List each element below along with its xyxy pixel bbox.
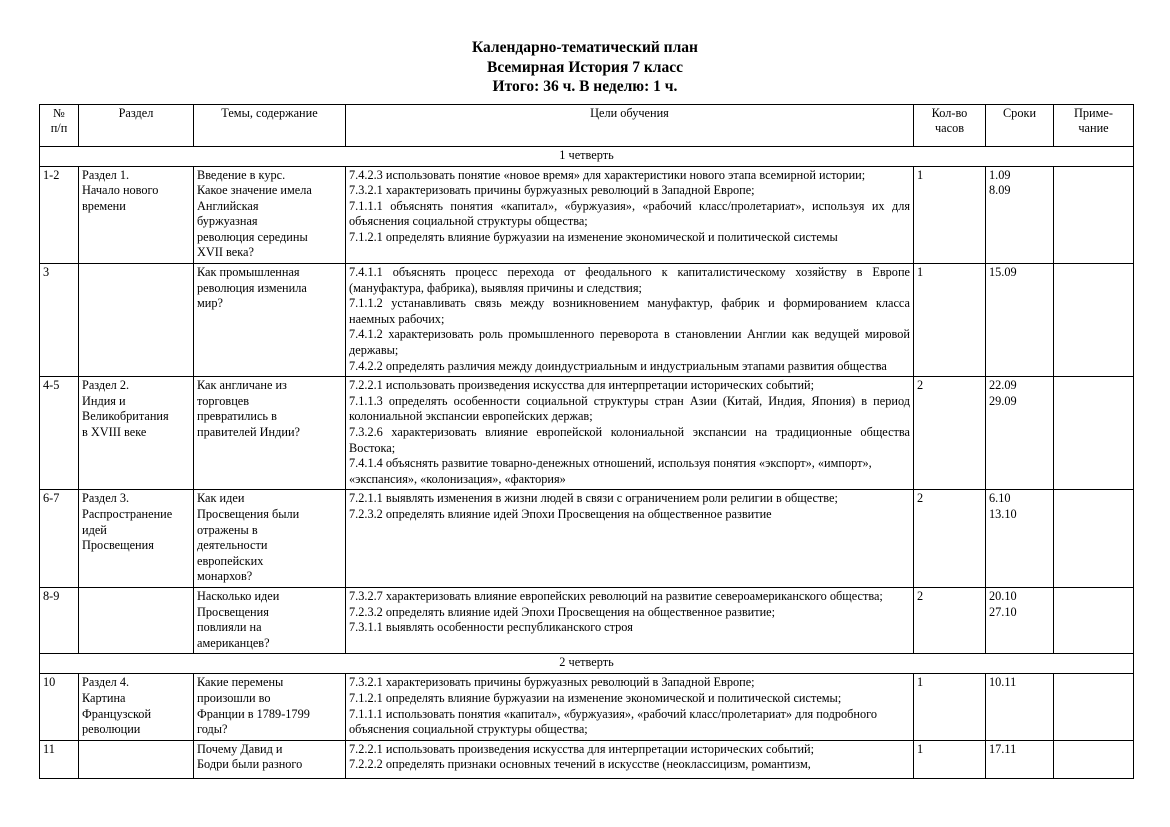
hours-cell: 1 — [914, 264, 986, 377]
row-number-cell: 4-5 — [40, 377, 79, 490]
note-cell — [1054, 587, 1134, 653]
dates-cell-line: 1.09 — [989, 167, 1011, 182]
topic-cell — [194, 490, 346, 588]
table-header-row — [40, 104, 1134, 146]
column-header-note-line1: Приме- — [1074, 105, 1113, 120]
section-cell-line: идей — [82, 522, 107, 537]
topic-cell-line: Как идеи — [197, 491, 245, 506]
topic-cell-line: европейских — [197, 553, 264, 568]
section-cell-line: времени — [82, 198, 126, 213]
column-header-hours — [914, 104, 986, 146]
table-row — [40, 740, 1134, 778]
note-cell — [1054, 490, 1134, 588]
row-number-cell: 10 — [40, 674, 79, 740]
topic-cell — [194, 264, 346, 377]
section-cell — [79, 674, 194, 740]
topic-cell-line: Почему Давид и — [197, 741, 283, 756]
section-cell — [79, 166, 194, 264]
learning-goal: 7.2.2.2 определять признаки основных течений в искусстве (неоклассицизм, романтизм, — [349, 757, 811, 772]
topic-cell-line: монархов? — [197, 569, 253, 584]
topic-cell-line: мир? — [197, 296, 223, 311]
table-row — [40, 674, 1134, 740]
learning-goals-cell — [346, 674, 914, 740]
topic-cell-line: Как промышленная — [197, 265, 300, 280]
topic-cell-line: Просвещения — [197, 604, 269, 619]
hours-cell: 1 — [914, 740, 986, 778]
column-header-section: Раздел — [79, 104, 194, 146]
learning-goal: 7.1.1.1 объяснять понятия «капитал», «буржуазия», «рабочий класс/пролетариат», используя их для объяснения социальной структуры общества; — [349, 198, 910, 229]
section-cell-line: Картина — [82, 690, 126, 705]
section-cell-line: Распространение — [82, 506, 173, 521]
note-cell — [1054, 674, 1134, 740]
topic-cell-line: отражены в — [197, 522, 258, 537]
section-cell-line: в XVIII веке — [82, 425, 147, 439]
topic-cell-line: XVII века? — [197, 245, 254, 260]
column-header-goals: Цели обучения — [346, 104, 914, 146]
section-cell-line: Раздел 3. — [82, 491, 130, 506]
section-cell — [79, 490, 194, 588]
column-header-note — [1054, 104, 1134, 146]
topic-cell-line: революция изменила — [197, 280, 307, 295]
topic-cell-line: революция середины — [197, 229, 308, 244]
page-title — [0, 0, 1170, 97]
topic-cell-line: превратились в — [197, 409, 277, 424]
topic-cell-line: произошли во — [197, 690, 271, 705]
dates-cell — [986, 587, 1054, 653]
row-number-cell: 1-2 — [40, 166, 79, 264]
topic-cell-line: Введение в курс. — [197, 167, 286, 182]
topic-cell — [194, 587, 346, 653]
learning-goal: 7.4.2.2 определять различия между доиндустриальным и индустриальным этапами развития общества — [349, 358, 887, 373]
note-cell — [1054, 740, 1134, 778]
section-cell-line: Французской — [82, 706, 152, 721]
section-cell-line: Просвещения — [82, 538, 154, 553]
hours-cell: 1 — [914, 166, 986, 264]
topic-cell-line: Какое значение имела — [197, 183, 312, 198]
table-row — [40, 166, 1134, 264]
learning-goal: 7.2.2.1 использовать произведения искусства для интерпретации исторических событий; — [349, 741, 815, 756]
topic-cell — [194, 740, 346, 778]
topic-cell-line: годы? — [197, 722, 228, 737]
learning-goal: 7.3.2.6 характеризовать влияние европейской колониальной экспансии на традиционные общества Востока; — [349, 425, 910, 455]
learning-goal: 7.4.1.4 объяснять развитие товарно-денежных отношений, используя понятия «экспорт», «импорт», «экспансия», «колонизация», «фактория» — [349, 456, 872, 486]
quarter-label: 1 четверть — [40, 146, 1134, 166]
learning-goal: 7.2.2.1 использовать произведения искусства для интерпретации исторических событий; — [349, 378, 815, 393]
learning-goals-cell — [346, 740, 914, 778]
dates-cell-line: 27.10 — [989, 604, 1017, 619]
topic-cell-line: торговцев — [197, 393, 250, 408]
section-cell — [79, 264, 194, 377]
section-cell-line: Раздел 1. — [82, 167, 130, 182]
column-header-number — [40, 104, 79, 146]
dates-cell-line: 15.09 — [989, 265, 1017, 280]
note-cell — [1054, 166, 1134, 264]
dates-cell-line: 22.09 — [989, 378, 1017, 393]
title-line-2: Всемирная История 7 класс — [486, 58, 683, 76]
note-cell — [1054, 264, 1134, 377]
dates-cell-line: 17.11 — [989, 741, 1017, 756]
note-cell — [1054, 377, 1134, 490]
table-body — [40, 146, 1134, 778]
column-header-dates: Сроки — [986, 104, 1054, 146]
learning-goal: 7.3.2.1 характеризовать причины буржуазных революций в Западной Европе; — [349, 675, 755, 690]
quarter-divider-row — [40, 654, 1134, 674]
dates-cell — [986, 674, 1054, 740]
dates-cell — [986, 264, 1054, 377]
learning-goals-cell — [346, 377, 914, 490]
hours-cell: 2 — [914, 490, 986, 588]
topic-cell-line: Как англичане из — [197, 378, 287, 393]
row-number-cell: 8-9 — [40, 587, 79, 653]
section-cell-line: Раздел 4. — [82, 675, 130, 690]
title-line-1: Календарно-тематический план — [472, 39, 698, 56]
topic-cell-line: деятельности — [197, 538, 268, 553]
quarter-divider-row — [40, 146, 1134, 166]
learning-goal: 7.1.1.1 использовать понятия «капитал», «буржуазия», «рабочий класс/пролетариат» для подробного объяснения социальной структуры общества; — [349, 706, 877, 737]
row-number-cell: 11 — [40, 740, 79, 778]
table-row — [40, 587, 1134, 653]
dates-cell-line: 6.10 — [989, 491, 1011, 506]
learning-goal: 7.1.2.1 определять влияние буржуазии на изменение экономической и политической системы — [349, 229, 838, 244]
section-cell — [79, 377, 194, 490]
learning-goals-cell — [346, 587, 914, 653]
dates-cell-line: 29.09 — [989, 393, 1017, 408]
section-cell — [79, 740, 194, 778]
learning-goal: 7.1.1.2 устанавливать связь между возникновением мануфактур, фабрик и формированием класса наемных рабочих; — [349, 296, 910, 326]
topic-cell — [194, 377, 346, 490]
topic-cell-line: американцев? — [197, 635, 270, 650]
learning-goal: 7.4.1.2 характеризовать роль промышленного переворота в становлении Англии как ведущей мировой державы; — [349, 327, 910, 358]
dates-cell — [986, 166, 1054, 264]
learning-goal: 7.1.1.3 определять особенности социальной структуры стран Азии (Китай, Индия, Япония) в период колониальной экспансии европейских держав; — [349, 393, 910, 424]
learning-goal: 7.4.1.1 объяснять процесс перехода от феодального к капиталистическому хозяйству в Европе (мануфактура, фабрика), выявляя причины и следствия; — [349, 265, 910, 295]
hours-cell: 2 — [914, 377, 986, 490]
row-number-cell: 3 — [40, 264, 79, 377]
section-cell-line: Начало нового — [82, 183, 159, 198]
learning-goal: 7.2.3.2 определять влияние идей Эпохи Просвещения на общественное развитие — [349, 506, 772, 521]
column-header-topic: Темы, содержание — [194, 104, 346, 146]
learning-goal: 7.2.1.1 выявлять изменения в жизни людей в связи с ограничением роли религии в обществе; — [349, 491, 838, 506]
topic-cell-line: Просвещения были — [197, 506, 300, 521]
dates-cell-line: 20.10 — [989, 588, 1017, 603]
column-header-hours-line1: Кол-во — [931, 105, 968, 120]
column-header-note-line2: чание — [1078, 121, 1109, 136]
table-row — [40, 264, 1134, 377]
learning-goals-cell — [346, 490, 914, 588]
quarter-label: 2 четверть — [40, 654, 1134, 674]
topic-cell-line: Насколько идеи — [197, 588, 280, 603]
learning-goal: 7.3.1.1 выявлять особенности республиканского строя — [349, 620, 633, 635]
learning-goal: 7.3.2.1 характеризовать причины буржуазных революций в Западной Европе; — [349, 183, 755, 198]
dates-cell — [986, 490, 1054, 588]
row-number-cell: 6-7 — [40, 490, 79, 588]
topic-cell-line: правителей Индии? — [197, 425, 300, 439]
dates-cell — [986, 740, 1054, 778]
learning-goals-cell — [346, 264, 914, 377]
topic-cell — [194, 674, 346, 740]
topic-cell-line: буржуазная — [197, 214, 258, 229]
section-cell-line: Великобритания — [82, 409, 169, 424]
learning-goal: 7.1.2.1 определять влияние буржуазии на изменение экономической и политической системы; — [349, 690, 842, 705]
topic-cell-line: Франции в 1789-1799 — [197, 706, 310, 721]
learning-goals-cell — [346, 166, 914, 264]
hours-cell: 1 — [914, 674, 986, 740]
hours-cell: 2 — [914, 587, 986, 653]
learning-goal: 7.4.2.3 использовать понятие «новое время» для характеристики нового этапа всемирной истории; — [349, 167, 866, 182]
section-cell-line: Раздел 2. — [82, 378, 130, 393]
section-cell — [79, 587, 194, 653]
dates-cell-line: 13.10 — [989, 506, 1017, 521]
learning-goal: 7.3.2.7 характеризовать влияние европейских революций на развитие североамериканского общества; — [349, 588, 883, 603]
section-cell-line: революции — [82, 722, 141, 737]
topic-cell — [194, 166, 346, 264]
section-cell-line: Индия и — [82, 393, 126, 408]
table-row — [40, 490, 1134, 588]
column-header-number-line1: № — [53, 105, 65, 120]
calendar-thematic-plan-table — [39, 104, 1134, 779]
title-line-3: Итого: 36 ч. В неделю: 1 ч. — [492, 78, 678, 95]
topic-cell-line: Какие перемены — [197, 675, 284, 690]
topic-cell-line: повлияли на — [197, 620, 262, 635]
column-header-hours-line2: часов — [934, 121, 965, 136]
dates-cell — [986, 377, 1054, 490]
column-header-number-line2: п/п — [50, 121, 68, 136]
topic-cell-line: Бодри были разного — [197, 757, 303, 772]
dates-cell-line: 8.09 — [989, 183, 1011, 198]
dates-cell-line: 10.11 — [989, 675, 1017, 690]
learning-goal: 7.2.3.2 определять влияние идей Эпохи Просвещения на общественное развитие; — [349, 604, 776, 619]
table-header — [40, 104, 1134, 146]
table-row — [40, 377, 1134, 490]
topic-cell-line: Английская — [197, 198, 259, 213]
